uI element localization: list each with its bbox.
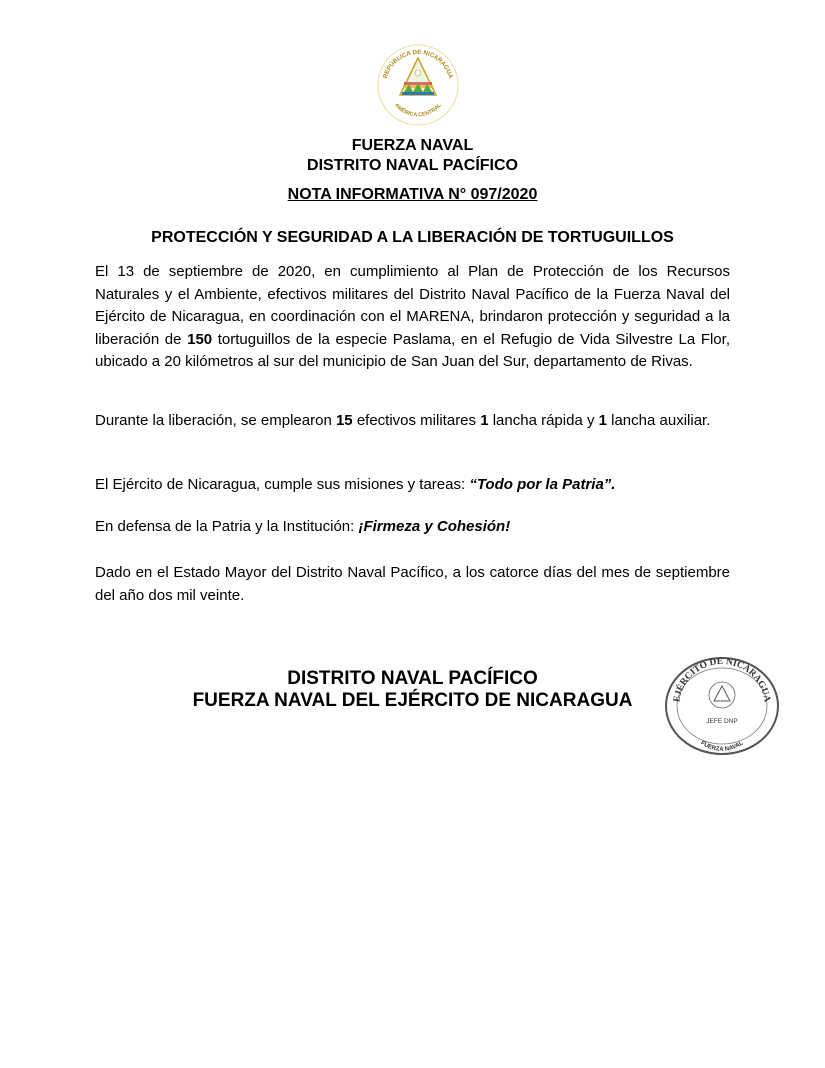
- svg-text:EJÉRCITO DE NICARAGUA: [672, 657, 772, 703]
- p3-text: El Ejército de Nicaragua, cumple sus misiones y tareas:: [95, 476, 470, 493]
- nota-informativa-heading: [0, 186, 825, 204]
- p4-motto: ¡Firmeza y Cohesión!: [358, 518, 511, 535]
- p2-num-2: 1: [480, 412, 489, 429]
- nota-number: NOTA INFORMATIVA N° 097/2020: [287, 186, 538, 203]
- header-distrito-naval: DISTRITO NAVAL PACÍFICO: [307, 157, 518, 174]
- p1-count: 150: [187, 330, 213, 348]
- official-stamp-icon: [663, 655, 781, 757]
- p2-text-c: lancha rápida y: [488, 412, 599, 429]
- p2-num-3: 1: [598, 412, 607, 429]
- signature-line-2: FUERZA NAVAL DEL EJÉRCITO DE NICARAGUA: [192, 690, 633, 711]
- p1-text-a: El 13 de septiembre de 2020, en cumplimiento al Plan de Protección de los Recursos Naturales y el Ambiente, efectivos militares del Distrito Naval Pacífico de la Fuerza Naval del Ejército de Nicaragua, en coordinación con el MARENA, brindaron protección y seguridad a la liberación de: [95, 263, 730, 348]
- p2-text-a: Durante la liberación, se emplearon: [95, 412, 336, 429]
- emblem-ring-top: REPÚBLICA DE NICARAGUA: [381, 48, 455, 80]
- paragraph-3: [95, 474, 730, 497]
- stamp-inner-text: JEFE DNP: [706, 718, 738, 725]
- paragraph-5: Dado en el Estado Mayor del Distrito Naval Pacífico, a los catorce días del mes de septiembre del año dos mil veinte.: [95, 564, 730, 604]
- p1-text-b: tortuguillos de la especie Paslama, en el Refugio de Vida Silvestre La Flor, ubicado a 20 kilómetros al sur del municipio de San Juan del Sur, departamento de Rivas.: [95, 330, 730, 370]
- header-fuerza-naval: FUERZA NAVAL: [351, 137, 474, 154]
- p2-text-d: lancha auxiliar.: [606, 412, 711, 429]
- document-title: PROTECCIÓN Y SEGURIDAD A LA LIBERACIÓN DE TORTUGUILLOS: [151, 229, 674, 246]
- svg-text:AMÉRICA CENTRAL: [393, 102, 443, 118]
- stamp-ring-top: EJÉRCITO DE NICARAGUA: [672, 656, 772, 703]
- paragraph-4: [95, 516, 730, 539]
- stamp-ring-bottom: FUERZA NAVAL: [699, 740, 745, 753]
- paragraph-1: [95, 261, 730, 374]
- paragraph-2: [95, 410, 730, 433]
- p2-num-1: 15: [335, 412, 353, 429]
- nicaragua-coat-of-arms-icon: [373, 40, 463, 128]
- signature-line-1: DISTRITO NAVAL PACÍFICO: [287, 668, 538, 689]
- emblem-ring-bottom: AMÉRICA CENTRAL: [393, 102, 443, 119]
- p3-motto: “Todo por la Patria”.: [469, 476, 616, 493]
- p4-text: En defensa de la Patria y la Institución:: [95, 518, 359, 535]
- p2-text-b: efectivos militares: [352, 412, 481, 429]
